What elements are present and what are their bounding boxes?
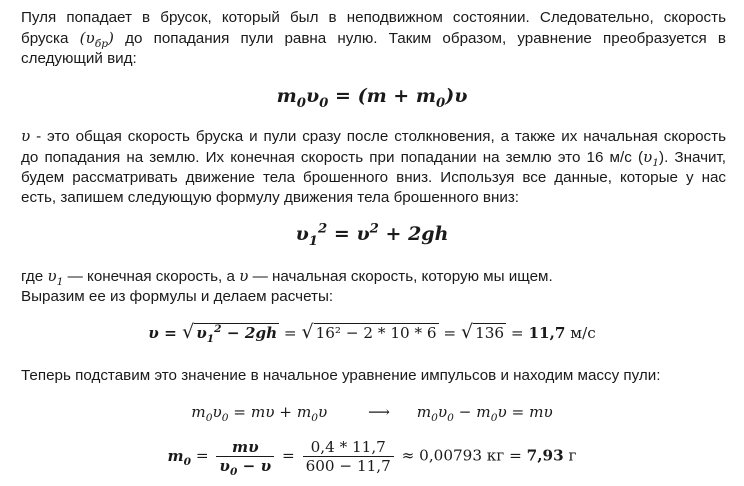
paragraph-substitute — [21, 366, 726, 386]
text-line: следующий вид: — [21, 50, 137, 67]
mass-result: 7,93 — [526, 446, 564, 465]
equation-momentum: $m_0\upsilon_0 = (m + m_0)\upsilon$ — [276, 85, 468, 111]
text-line: υ - это общая скорость бруска и пули сразу после столкновения, а также их начальная скорость — [21, 127, 726, 145]
text-line: будем рассматривать движение тела брошенного вниз. Используя все данные, которые у нас — [21, 169, 726, 186]
arrow-icon: ⟶ — [368, 403, 390, 421]
var-v-br: $(\upsilon_{бр})$ — [79, 29, 114, 51]
text-line: где $\upsilon_1$ — конечная скорость, а υ — начальная скорость, которую мы ищем. — [21, 267, 553, 289]
paragraph-intro — [21, 8, 726, 69]
text-line: бруска $(\upsilon_{бр})$ до попадания пули равна нулю. Таким образом, уравнение преобразуется в — [21, 29, 726, 51]
equation-kinematics: $\upsilon_1^2 = \upsilon^2 + 2gh$ — [295, 221, 449, 249]
text-line: Теперь подставим это значение в начальное уравнение импульсов и находим массу пули: — [21, 367, 661, 384]
paragraph-where — [21, 266, 726, 307]
fraction: $\frac{0,4 * 11,7}{600 - 11,7}$ — [303, 438, 394, 475]
paragraph-velocity — [21, 126, 726, 208]
equation-mass-calc: $m_0$ = $\frac{m\upsilon}{\upsilon_0 - \upsilon}$ = $\frac{0,4 * 11,7}{600 - 11,7}$ ≈ 0,00793 кг = 7,93 г — [167, 438, 577, 479]
text-line: Пуля попадает в брусок, который был в неподвижном состоянии. Следовательно, скорость — [21, 9, 726, 26]
velocity-result: 11,7 — [528, 324, 566, 342]
fraction: $\frac{m\upsilon}{\upsilon_0 - \upsilon}$ — [216, 438, 274, 475]
equation-momentum-rearranged: $m_0\upsilon_0 = m\upsilon + m_0\upsilon$ ⟶ $m_0\upsilon_0 - m_0\upsilon = m\upsilon$ — [191, 403, 553, 425]
text-line: до попадания на землю. Их конечная скорость при попадании на землю это 16 м/с $(\upsilon_1)$. Значит, — [21, 148, 726, 170]
equation-velocity-calc: υ = √ $\upsilon_1^2 - 2gh$ = √ 16² − 2 * 10 * 6 = √ 136 = 11,7 м/с — [148, 321, 596, 346]
text-line: есть, запишем следующую формулу движения тела брошенного вниз: — [21, 189, 520, 206]
text-line: Выразим ее из формулы и делаем расчеты: — [21, 288, 334, 305]
